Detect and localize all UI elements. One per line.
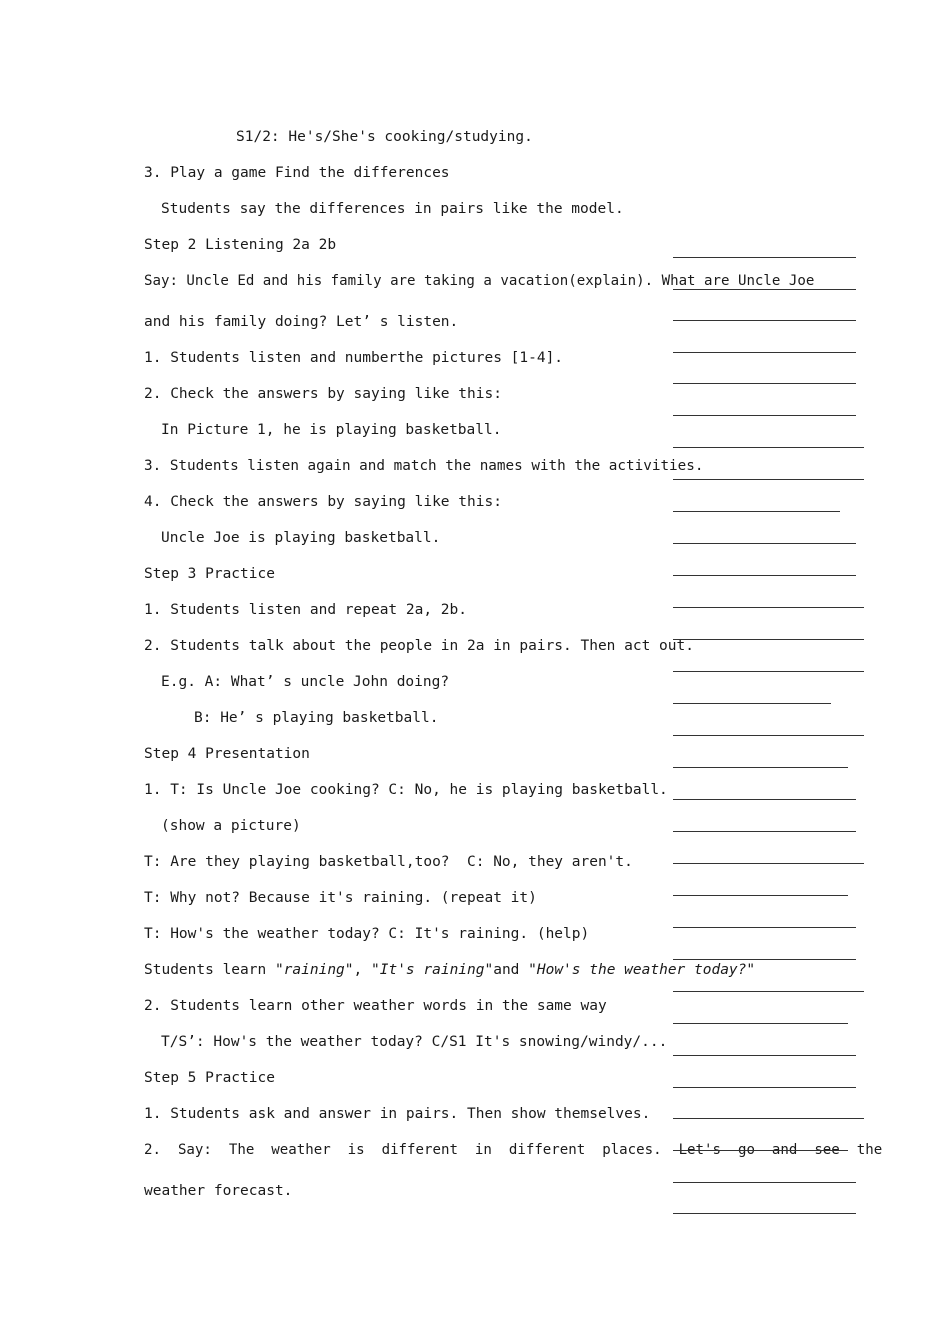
- text-line-mixed: [144, 960, 755, 980]
- text-line: 4. Check the answers by saying like this:: [144, 494, 502, 510]
- note-line: [673, 735, 864, 736]
- note-line: [673, 863, 864, 864]
- text-line: T: Why not? Because it's raining. (repeat it): [144, 890, 537, 906]
- note-line: [673, 1023, 848, 1024]
- step-heading: Step 5 Practice: [144, 1070, 275, 1086]
- text-line: T: Are they playing basketball,too? C: No, they aren't.: [144, 854, 633, 870]
- note-line: [673, 1118, 864, 1119]
- note-line: [673, 352, 856, 353]
- note-line: [673, 320, 856, 321]
- note-line: [673, 447, 864, 448]
- text-line: Students say the differences in pairs like the model.: [161, 201, 624, 217]
- note-line: [673, 1213, 856, 1214]
- text-line: (show a picture): [161, 818, 301, 834]
- text-segment: Students learn: [144, 962, 275, 978]
- text-line: S1/2: He's/She's cooking/studying.: [236, 129, 533, 145]
- note-line: [673, 383, 856, 384]
- text-line: 3. Students listen again and match the names with the activities.: [144, 458, 704, 474]
- italic-segment: "It's raining": [371, 962, 494, 978]
- note-line: [673, 767, 848, 768]
- note-line: [673, 575, 856, 576]
- text-line: 3. Play a game Find the differences: [144, 165, 450, 181]
- note-line: [673, 607, 864, 608]
- note-line: [673, 543, 856, 544]
- text-line: 2. Students learn other weather words in the same way: [144, 998, 607, 1014]
- text-line: E.g. A: What’ s uncle John doing?: [161, 674, 450, 690]
- note-line: [673, 1150, 848, 1151]
- text-line: B: He’ s playing basketball.: [194, 710, 439, 726]
- text-line: and his family doing? Let’ s listen.: [144, 314, 459, 330]
- note-line: [673, 289, 856, 290]
- text-line: T: How's the weather today? C: It's raining. (help): [144, 926, 590, 942]
- note-line: [673, 511, 840, 512]
- step-heading: Step 4 Presentation: [144, 746, 310, 762]
- note-line: [673, 799, 856, 800]
- text-line: T/S’: How's the weather today? C/S1 It's snowing/windy/...: [161, 1034, 668, 1050]
- note-line: [673, 959, 856, 960]
- text-line: 2. Say: The weather is different in different places. Let's go and see the: [144, 1142, 883, 1158]
- note-line: [673, 1182, 856, 1183]
- text-line: Say: Uncle Ed and his family are taking a vacation(explain). What are Uncle Joe: [144, 273, 815, 289]
- note-line: [673, 415, 856, 416]
- note-line: [673, 831, 856, 832]
- text-line: Uncle Joe is playing basketball.: [161, 530, 441, 546]
- italic-segment: "How's the weather today?": [528, 962, 756, 978]
- text-line: 1. Students listen and numberthe pictures [1-4].: [144, 350, 564, 366]
- note-line: [673, 257, 856, 258]
- text-segment: and: [493, 962, 529, 978]
- note-line: [673, 671, 864, 672]
- text-segment: ,: [353, 962, 371, 978]
- note-line: [673, 639, 864, 640]
- note-line: [673, 479, 864, 480]
- note-line: [673, 703, 831, 704]
- step-heading: Step 3 Practice: [144, 566, 275, 582]
- text-line: 1. Students ask and answer in pairs. Then show themselves.: [144, 1106, 651, 1122]
- italic-segment: "raining": [274, 962, 354, 978]
- note-line: [673, 895, 848, 896]
- text-line: weather forecast.: [144, 1183, 293, 1199]
- note-line: [673, 927, 856, 928]
- text-line: 2. Students talk about the people in 2a in pairs. Then act out.: [144, 638, 694, 654]
- text-line: 1. Students listen and repeat 2a, 2b.: [144, 602, 468, 618]
- note-line: [673, 991, 864, 992]
- note-line: [673, 1055, 856, 1056]
- text-line: 1. T: Is Uncle Joe cooking? C: No, he is playing basketball.: [144, 782, 668, 798]
- note-line: [673, 1087, 856, 1088]
- text-line: 2. Check the answers by saying like this:: [144, 386, 502, 402]
- text-line: In Picture 1, he is playing basketball.: [161, 422, 502, 438]
- step-heading: Step 2 Listening 2a 2b: [144, 237, 337, 253]
